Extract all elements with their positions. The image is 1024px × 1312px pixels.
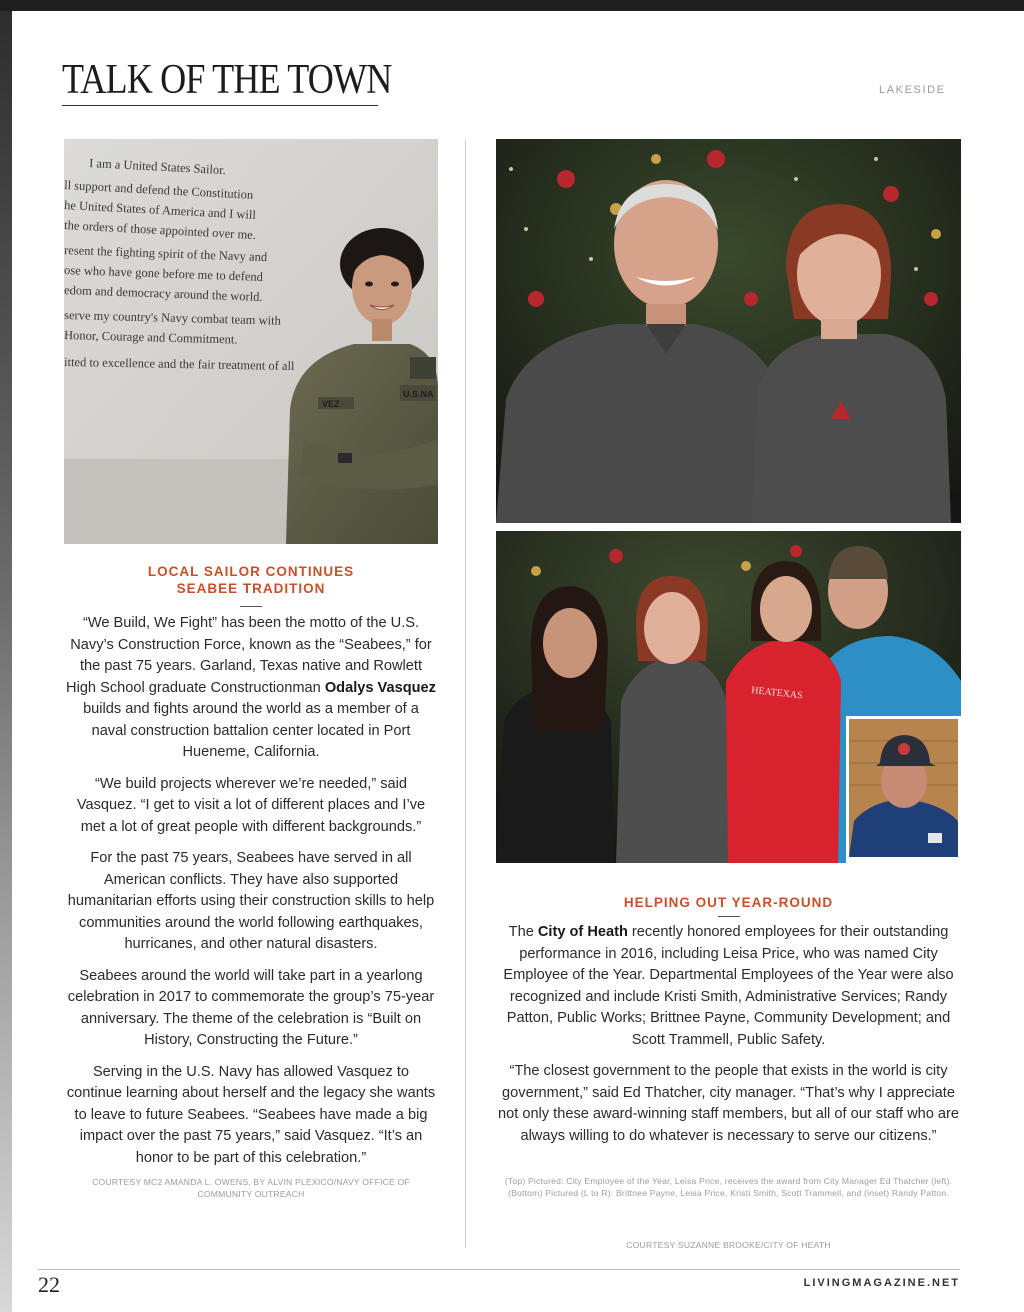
article-body-left <box>64 613 438 1179</box>
caption-top: (Top) Pictured: City Employee of the Year, Leisa Price, receives the award from City Manager Ed Thatcher (left). <box>504 1176 953 1186</box>
wall-line-6: ose who have gone before me to defend <box>64 263 264 284</box>
headline-rule-left <box>240 606 262 607</box>
paragraph: Serving in the U.S. Navy has allowed Vasquez to continue learning about herself and the legacy she wants to leave to future Seabees. “Seabees have made a big impact over the past 75 years,” said Vasquez. “It’s an honor to be part of this celebration.” <box>66 1063 436 1166</box>
wall-line-2: ll support and defend the Constitution <box>64 178 254 202</box>
section-title: TALK OF THE TOWN <box>62 57 392 103</box>
title-underline <box>62 105 378 106</box>
wall-line-3: he United States of America and I will <box>64 198 257 223</box>
wall-line-9: Honor, Courage and Commitment. <box>64 328 238 347</box>
paragraph: Seabees around the world will take part in a yearlong celebration in 2017 to commemorate the group’s 75-year anniversary. The theme of the celebration is “Built on History, Constructing the Future.” <box>67 967 435 1048</box>
wall-line-1: I am a United States Sailor. <box>88 156 227 178</box>
organization-name: City of Heath <box>537 924 628 940</box>
paragraph: The City of Heath recently honored employees for their outstanding performance in 2016, including Leisa Price, who was named City Employee of the Year. Departmental Employees of the Year were also recognized and include Kristi Smith, Administrative Services; Randy Patton, Public Works; Brittnee Payne, Community Development; and Scott Trammell, Public Safety. <box>503 924 954 1048</box>
site-url: LIVINGMAGAZINE.NET <box>803 1277 960 1289</box>
inset-photo <box>846 716 961 863</box>
photo-award-presentation <box>496 139 961 523</box>
headline-line-2: SEABEE TRADITION <box>176 581 326 596</box>
caption-bottom: (Bottom) Pictured (L to R): Brittnee Payne, Leisa Price, Kristi Smith, Scott Trammell, and (inset) Randy Patton. <box>508 1188 949 1198</box>
wall-line-7: edom and democracy around the world. <box>64 283 263 304</box>
photo-credit-right: COURTESY SUZANNE BROOKE/CITY OF HEATH <box>626 1240 831 1250</box>
photo-employees-group <box>496 531 961 863</box>
paragraph: “We build projects wherever we’re needed,” said Vasquez. “I get to visit a lot of different places and I’ve met a lot of great people with different backgrounds.” <box>76 775 426 835</box>
headline-rule-right <box>718 916 740 917</box>
person-name: Odalys Vasquez <box>324 679 436 696</box>
photo-sailor <box>64 139 438 544</box>
uniform-patch: U.S.NA <box>403 389 434 399</box>
paragraph: For the past 75 years, Seabees have served in all American conflicts. They have also supported humanitarian efforts using their construction skills to help communities around the world following earthquakes, hurricanes, and other natural disasters. <box>67 850 435 952</box>
wall-line-8: serve my country's Navy combat team with <box>64 308 281 328</box>
shirt-lettering: HEATEXAS <box>750 685 804 702</box>
headline-helping-out: HELPING OUT YEAR-ROUND <box>623 895 834 910</box>
paragraph: “The closest government to the people that exists in the world is city government,” said Ed Thatcher, city manager. “That’s why I appreciate not only these award-winning staff members, but all of our staff who are always willing to do whatever is necessary to serve our citizens.” <box>497 1063 960 1144</box>
left-page-edge <box>0 11 12 1312</box>
wall-line-5: resent the fighting spirit of the Navy and <box>64 243 268 265</box>
photo-caption-right <box>496 1175 961 1199</box>
photo-credit-left: COURTESY MC2 AMANDA L. OWENS, BY ALVIN PLEXICO/NAVY OFFICE OF COMMUNITY OUTREACH <box>92 1177 410 1199</box>
paragraph: “We Build, We Fight” has been the motto of the U.S. Navy’s Construction Force, known as the “Seabees,” for the past 75 years. Garland, Texas native and Rowlett High School graduate Constructionman Odalys Vasquez builds and fights around the world as a member of a naval construction battalion center located in Port Hueneme, California. <box>66 615 436 760</box>
headline-line-1: LOCAL SAILOR CONTINUES <box>147 564 355 579</box>
top-bar <box>0 0 1024 11</box>
column-divider <box>465 140 466 1248</box>
headline-local-sailor <box>64 563 438 597</box>
footer-rule <box>38 1269 960 1270</box>
region-label: LAKESIDE <box>879 84 946 96</box>
wall-line-4: the orders of those appointed over me. <box>64 218 257 243</box>
article-body-right <box>494 922 963 1157</box>
page-number: 22 <box>38 1272 60 1297</box>
wall-line-10: itted to excellence and the fair treatment of all <box>64 355 295 374</box>
name-tape: VEZ <box>322 399 340 409</box>
